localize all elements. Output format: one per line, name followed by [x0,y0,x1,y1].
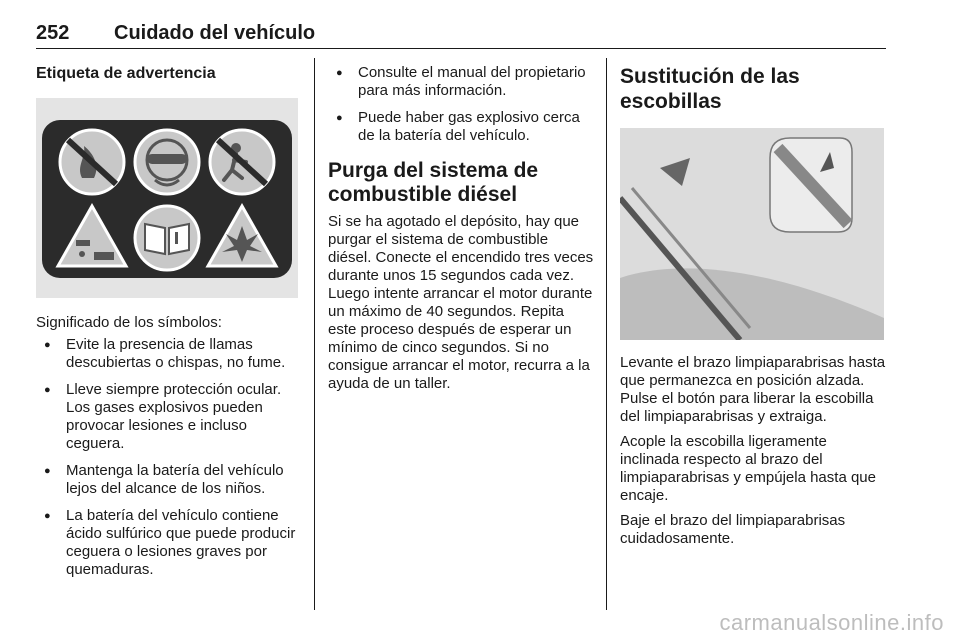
section-heading-warning-label: Etiqueta de advertencia [36,65,216,82]
keep-children-away-icon [210,130,274,194]
column-diesel [328,64,594,393]
column-divider [314,58,315,610]
diesel-body: Si se ha agotado el depósito, hay que purgar el sistema de combustible diésel. Conecte el encendido tres veces durante unos 15 segundos cada vez. Luego intente arrancar el motor durante un máximo de 40 segundos. Repita este proceso después de esperar un mínimo de cinco segundos. Si no consigue arrancar el motor, recurra a la ayuda de un taller. [328,213,594,392]
warning-label-image [36,98,298,298]
wiper-illustration [620,128,884,340]
section-heading-diesel: Purga del sistema de combustible diésel [328,159,539,206]
eye-protection-icon [135,130,199,194]
wiper-step-1: Levante el brazo limpiaparabrisas hasta que permanezca en posición alzada. Pulse el botón para liberar la escobilla del limpiaparabrisas y extraiga. [620,354,886,425]
list-item: ● Evite la presencia de llamas descubiertas o chispas, no fume. [36,336,300,372]
header-rule [36,48,886,49]
wiper-step-3: Baje el brazo del limpiaparabrisas cuidadosamente. [620,512,846,547]
symbols-list-continued [328,64,594,145]
section-heading-wiper: Sustitución de las escobillas [620,65,800,113]
list-item: ● Mantenga la batería del vehículo lejos del alcance de los niños. [36,462,300,498]
running-title: Cuidado del vehículo [114,22,316,44]
explosive-gas-icon [208,206,276,266]
symbols-list [36,336,300,579]
warning-symbols-panel [42,120,292,278]
column-divider [606,58,607,610]
list-item: ● Puede haber gas explosivo cerca de la batería del vehículo. [328,109,594,145]
column-wiper [620,64,886,548]
manual-book-icon [135,206,199,270]
watermark: carmanualsonline.info [719,610,944,635]
acid-warning-icon [58,206,126,266]
no-flames-icon [60,130,124,194]
list-item: ● Lleve siempre protección ocular. Los gases explosivos pueden provocar lesiones e incluso ceguera. [36,381,300,453]
list-item: ● Consulte el manual del propietario para más información. [328,64,594,100]
wiper-detail-inset [770,138,852,232]
list-item: ● La batería del vehículo contiene ácido sulfúrico que puede producir ceguera o lesiones graves por quemaduras. [36,507,300,579]
symbols-intro: Significado de los símbolos: [36,314,222,331]
column-warning-label [36,64,300,588]
wiper-step-2: Acople la escobilla ligeramente inclinada respecto al brazo del limpiaparabrisas y empújela hasta que encaje. [620,433,876,504]
page-number: 252 [36,22,70,44]
